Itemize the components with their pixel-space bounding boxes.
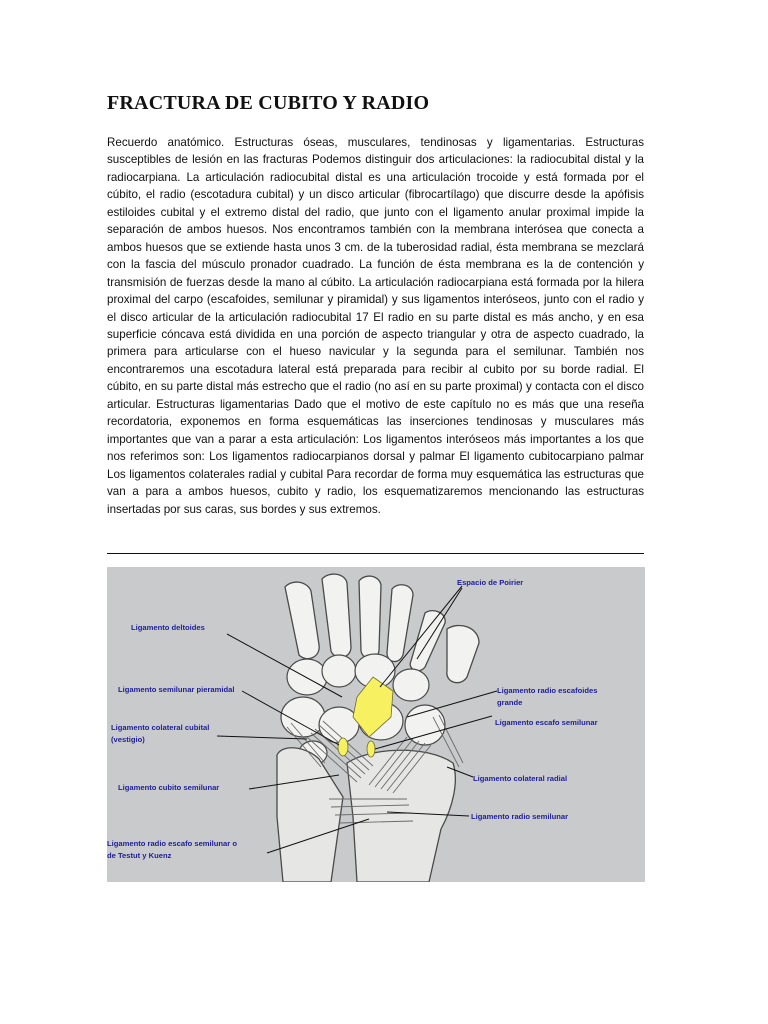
label-ligamento-cubito-semilunar: Ligamento cubito semilunar	[118, 783, 220, 792]
escafo-semilunar-area	[367, 741, 375, 757]
label-ligamento-radio-escafoides: Ligamento radio escafoides	[497, 686, 598, 695]
label-espacio-de-poirier: Espacio de Poirier	[457, 578, 524, 587]
label-ligamento-escafo-semilunar: Ligamento escafo semilunar	[495, 718, 598, 727]
document-title: FRACTURA DE CUBITO Y RADIO	[107, 92, 430, 114]
label-ligamento-colateral-radial: Ligamento colateral radial	[473, 774, 568, 783]
label-ligamento-radio-semilunar: Ligamento radio semilunar	[471, 812, 569, 821]
label-testut-y-kuenz: de Testut y Kuenz	[107, 851, 172, 860]
label-colateral-cubital-vestigio: (vestigio)	[111, 735, 145, 744]
label-ligamento-radio-escafo-semilunar: Ligamento radio escafo semilunar o	[107, 839, 237, 848]
horizontal-rule	[107, 553, 644, 554]
label-ligamento-semilunar-piramidal: Ligamento semilunar pieramidal	[118, 685, 235, 694]
semilunar-piramidal-area	[338, 738, 348, 756]
label-radio-escafoides-grande: grande	[497, 698, 523, 707]
wrist-ligaments-figure	[107, 567, 645, 882]
label-ligamento-colateral-cubital: Ligamento colateral cubital	[111, 723, 210, 732]
wrist-illustration	[107, 567, 645, 882]
body-paragraph: Recuerdo anatómico. Estructuras óseas, musculares, tendinosas y ligamentarias. Estructuras susceptibles de lesión en las fracturas Podemos distinguir dos articulaciones: la radiocubital distal y la radiocarpiana. La articulación radiocubital distal es una articulación trocoide y está formada por el cúbito, el radio (escotadura cubital) y un disco articular (fibrocartílago) que discurre desde la apófisis estiloides cubital y el extremo distal del radio, que junto con el ligamento anular proximal impide la separación de ambos huesos. Nos encontramos también con la membrana interósea que conecta a ambos huesos que se extiende hasta unos 3 cm. de la tuberosidad radial, ésta membrana se mezclará con la fascia del músculo pronador cuadrado. La función de ésta membrana es la de contención y transmisión de fuerzas desde la mano al cúbito. La articulación radiocarpiana está formada por la hilera proximal del carpo (escafoides, semilunar y piramidal) y sus ligamentos interóseos, junto con el radio y el disco articular de la articulación radiocubital 17 El radio en su parte distal es más ancho, y en esa superficie cóncava está dividida en una porción de aspecto triangular y otra de aspecto cuadrado, la primera para articularse con el hueso navicular y la segunda para el semilunar. También nos encontraremos una escotadura lateral está preparada para recibir al cubito por su borde radial. El cúbito, en su parte distal más estrecho que el radio (no así en su parte proximal) y contacta con el disco articular. Estructuras ligamentarias Dado que el motivo de este capítulo no es más que una reseña recordatoria, exponemos en forma esquemáticas las inserciones tendinosas y musculares más importantes que van a parar a esta articulación: Los ligamentos interóseos más importantes a los que nos referimos son: Los ligamentos radiocarpianos dorsal y palmar El ligamento cubitocarpiano palmar Los ligamentos colaterales radial y cubital Para recordar de forma muy esquemática las estructuras que van a para a ambos huesos, cubito y radio, los esquematizaremos mencionando las estructuras insertadas por sus caras, sus bordes y sus extremos.	[107, 136, 644, 516]
label-ligamento-deltoides: Ligamento deltoides	[131, 623, 205, 632]
